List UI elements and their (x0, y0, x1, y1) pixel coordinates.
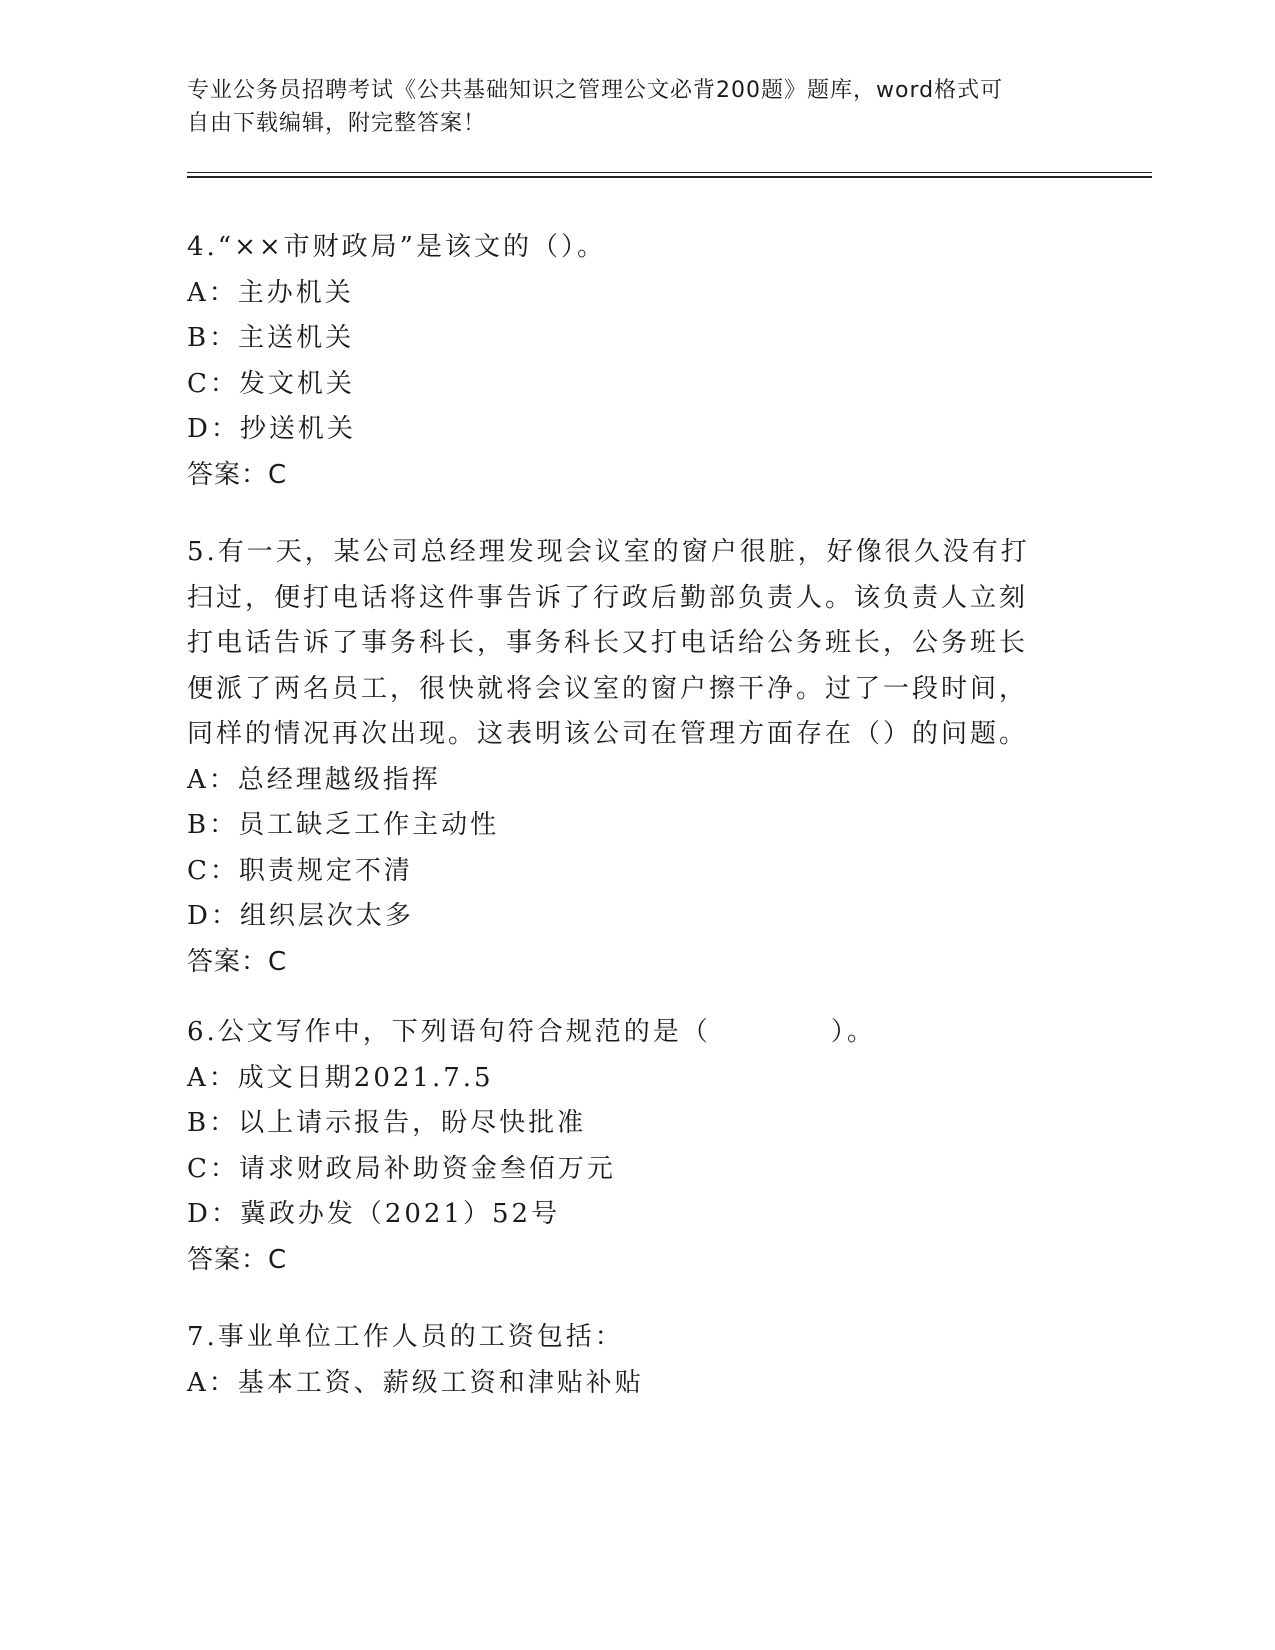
header-line-1: 专业公务员招聘考试《公共基础知识之管理公文必背200题》题库，word格式可 (187, 78, 1004, 103)
answer: 答案：C (187, 1244, 288, 1275)
answer: 答案：C (187, 946, 288, 977)
question-stem: 7.事业单位工作人员的工资包括： (187, 1322, 624, 1352)
question-5 (187, 530, 1032, 985)
question-stem-end: ）。 (830, 1017, 876, 1047)
option-d: D：组织层次太多 (187, 901, 414, 931)
option-c: C：职责规定不清 (187, 855, 413, 886)
option-a: A：成文日期2021.7.5 (187, 1062, 494, 1093)
option-b: B：以上请示报告，盼尽快批准 (187, 1108, 587, 1138)
header-rule-thin (187, 172, 1152, 173)
question-stem: 5.有一天，某公司总经理发现会议室的窗户很脏，好像很久没有打扫过，便打电话将这件事告诉了行政后勤部负责人。该负责人立刻打电话告诉了事务科长，事务科长又打电话给公务班长，公务班长便派了两名员工，很快就将会议室的窗户擦干净。过了一段时间，同样的情况再次出现。这表明该公司在管理方面存在（）的问题。 (187, 537, 1030, 749)
question-stem: 4.“××市财政局”是该文的（）。 (187, 232, 606, 262)
option-a: A：总经理越级指挥 (187, 764, 441, 795)
question-7 (187, 1315, 1067, 1406)
option-a: A：基本工资、薪级工资和津贴补贴 (187, 1367, 644, 1398)
document-header (187, 74, 1067, 140)
header-rule-thick (187, 176, 1152, 178)
header-line-2: 自由下载编辑，附完整答案！ (187, 111, 487, 136)
option-c: C：请求财政局补助资金叁佰万元 (187, 1153, 616, 1184)
option-b: B：员工缺乏工作主动性 (187, 810, 500, 840)
question-stem (187, 1010, 1067, 1056)
answer: 答案：C (187, 459, 288, 490)
option-a: A：主办机关 (187, 277, 354, 308)
option-d: D：冀政办发（2021）52号 (187, 1199, 561, 1229)
option-b: B：主送机关 (187, 323, 355, 353)
question-stem-start: 6.公文写作中，下列语句符合规范的是（ (187, 1017, 711, 1047)
option-c: C：发文机关 (187, 368, 355, 399)
question-4 (187, 225, 1067, 498)
question-6 (187, 1010, 1067, 1283)
option-d: D：抄送机关 (187, 414, 356, 444)
